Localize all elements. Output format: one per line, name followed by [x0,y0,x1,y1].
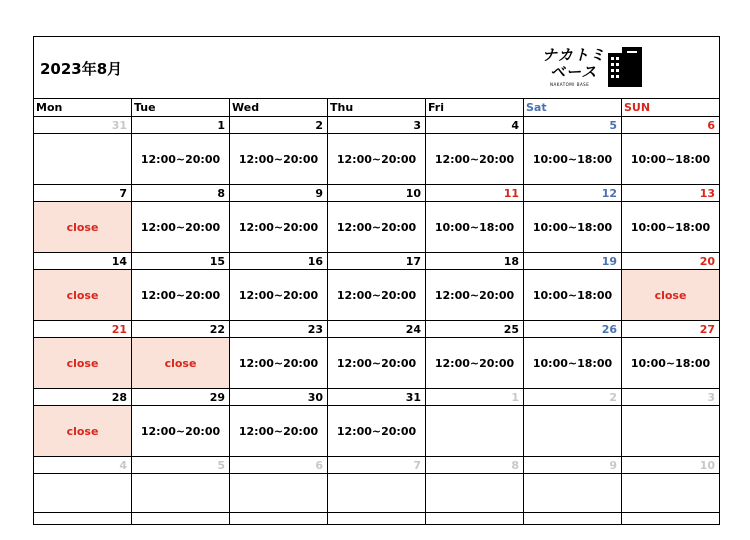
day-number: 18 [426,253,524,270]
week-2-hours-row [34,202,720,253]
closed-day-cell: close [622,270,720,321]
day-number: 1 [426,389,524,406]
day-number: 6 [622,117,720,134]
hours-cell: 10:00~18:00 [524,134,622,185]
day-number: 21 [34,321,132,338]
day-number: 4 [426,117,524,134]
hours-cell: 12:00~20:00 [230,202,328,253]
hours-cell [34,134,132,185]
hours-cell: 12:00~20:00 [328,134,426,185]
hours-cell: 12:00~20:00 [132,406,230,457]
hours-cell: 12:00~20:00 [132,134,230,185]
day-number: 25 [426,321,524,338]
hours-cell: 12:00~20:00 [426,338,524,389]
day-number: 12 [524,185,622,202]
hours-cell: 10:00~18:00 [524,202,622,253]
hours-cell: 12:00~20:00 [426,270,524,321]
day-number: 27 [622,321,720,338]
hours-cell: 12:00~20:00 [230,406,328,457]
day-number: 1 [132,117,230,134]
hours-cell: 12:00~20:00 [426,134,524,185]
week-3-date-row [34,253,720,270]
hours-cell: 12:00~20:00 [132,202,230,253]
day-number: 10 [328,185,426,202]
hours-cell: 12:00~20:00 [230,270,328,321]
building-icon [608,47,642,87]
hours-cell: 10:00~18:00 [524,270,622,321]
calendar-grid [33,98,720,525]
day-number: 19 [524,253,622,270]
hours-cell: 10:00~18:00 [524,338,622,389]
day-number: 2 [230,117,328,134]
week-6-hours-row [34,474,720,525]
day-number: 9 [524,457,622,474]
brand-logo [542,47,642,91]
day-number: 7 [328,457,426,474]
day-number: 3 [622,389,720,406]
day-number: 5 [132,457,230,474]
day-number: 8 [132,185,230,202]
hours-cell: 10:00~18:00 [622,338,720,389]
week-5-date-row [34,389,720,406]
hours-cell [328,474,426,525]
hours-cell: 12:00~20:00 [230,134,328,185]
day-number: 30 [230,389,328,406]
day-number: 20 [622,253,720,270]
week-6-date-row [34,457,720,474]
day-number: 6 [230,457,328,474]
hours-cell [132,474,230,525]
week-3-hours-row [34,270,720,321]
closed-day-cell: close [34,338,132,389]
day-number: 22 [132,321,230,338]
hours-cell [426,474,524,525]
weekday-fri: Fri [426,99,524,117]
day-number: 11 [426,185,524,202]
day-number: 7 [34,185,132,202]
hours-cell [426,406,524,457]
day-number: 4 [34,457,132,474]
day-number: 13 [622,185,720,202]
weekday-sat: Sat [524,99,622,117]
day-number: 2 [524,389,622,406]
closed-day-cell: close [132,338,230,389]
day-number: 3 [328,117,426,134]
closed-day-cell: close [34,406,132,457]
weekday-sun: SUN [622,99,720,117]
week-5-hours-row [34,406,720,457]
day-number: 17 [328,253,426,270]
hours-cell: 10:00~18:00 [426,202,524,253]
hours-cell: 10:00~18:00 [622,134,720,185]
hours-cell: 10:00~18:00 [622,202,720,253]
logo-line-1: ナカトミ [542,46,606,64]
day-number: 15 [132,253,230,270]
hours-cell [524,474,622,525]
hours-cell: 12:00~20:00 [132,270,230,321]
closed-day-cell: close [34,270,132,321]
logo-line-2: ベース [550,63,598,81]
day-number: 28 [34,389,132,406]
day-number: 26 [524,321,622,338]
calendar-title: 2023年8月 [40,60,123,78]
day-number: 24 [328,321,426,338]
week-1-date-row [34,117,720,134]
hours-cell [524,406,622,457]
day-number: 31 [328,389,426,406]
week-4-hours-row [34,338,720,389]
hours-cell [34,474,132,525]
day-number: 31 [34,117,132,134]
hours-cell [622,406,720,457]
weekday-thu: Thu [328,99,426,117]
day-number: 29 [132,389,230,406]
weekday-wed: Wed [230,99,328,117]
week-2-date-row [34,185,720,202]
closed-day-cell: close [34,202,132,253]
logo-subtitle: NAKATOMI BASE [550,82,590,87]
week-4-date-row [34,321,720,338]
hours-cell: 12:00~20:00 [328,406,426,457]
day-number: 16 [230,253,328,270]
weekday-mon: Mon [34,99,132,117]
hours-cell: 12:00~20:00 [328,338,426,389]
day-number: 14 [34,253,132,270]
day-number: 9 [230,185,328,202]
day-number: 10 [622,457,720,474]
day-number: 8 [426,457,524,474]
day-number: 5 [524,117,622,134]
hours-cell [622,474,720,525]
weekday-header-row [34,99,720,117]
hours-cell: 12:00~20:00 [328,202,426,253]
hours-cell [230,474,328,525]
day-number: 23 [230,321,328,338]
hours-cell: 12:00~20:00 [230,338,328,389]
weekday-tue: Tue [132,99,230,117]
week-1-hours-row [34,134,720,185]
hours-cell: 12:00~20:00 [328,270,426,321]
